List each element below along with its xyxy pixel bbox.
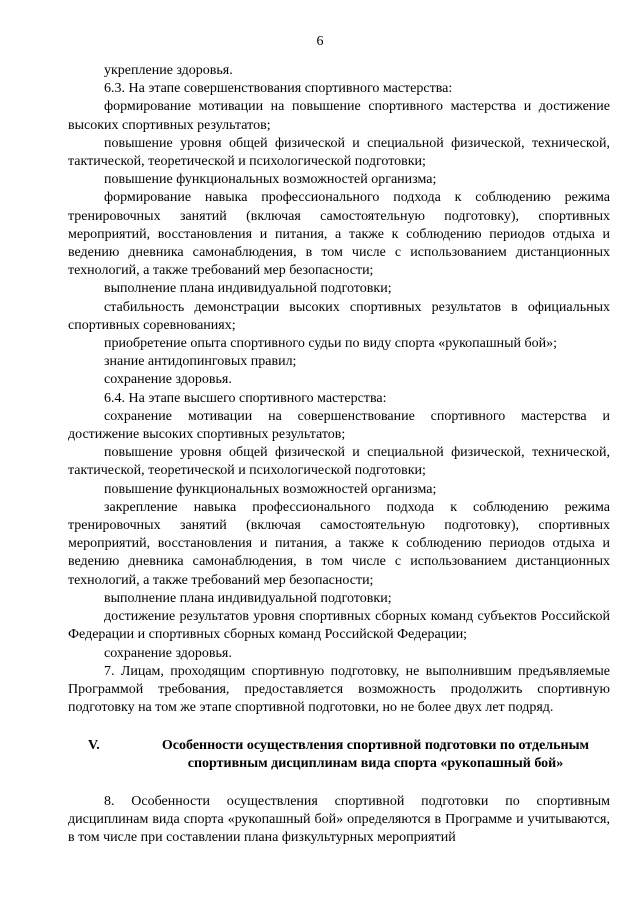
paragraph: сохранение мотивации на совершенствование спортивного мастерства и достижение высоких спортивных результатов; (68, 408, 610, 443)
paragraph: достижение результатов уровня спортивных сборных команд субъектов Российской Федерации и спортивных сборных команд Российской Федерации; (68, 609, 610, 643)
paragraph: 8. Особенности осуществления спортивной подготовки по спортивным дисциплинам вида спорта «рукопашный бой» определяются в Программе и учитываются, в том числе при составлении плана физкультурных мероприятий (68, 793, 610, 845)
paragraph: повышение функциональных возможностей организма; (104, 481, 437, 497)
subsection-heading: 6.3. На этапе совершенствования спортивного мастерства: (104, 81, 453, 97)
paragraph: выполнение плана индивидуальной подготовки; (104, 281, 392, 297)
paragraph: повышение уровня общей физической и специальной физической, технической, тактической, теоретической и психологической подготовки; (68, 445, 610, 479)
paragraph: стабильность демонстрации высоких спортивных результатов в официальных спортивных соревнованиях; (68, 299, 610, 333)
paragraph: приобретение опыта спортивного судьи по виду спорта «рукопашный бой»; (104, 336, 558, 352)
paragraph: закрепление навыка профессионального подхода к соблюдению режима тренировочных занятий (включая самостоятельную подготовку), спортивных мероприятий, восстановления и питания, а также к соблюдению периодов отдыха и ведению дневника самонаблюдения, в том числе с использованием дистанционных технологий, а также требований мер безопасности; (68, 499, 610, 588)
document-body (68, 62, 610, 847)
paragraph: 7. Лицам, проходящим спортивную подготовку, не выполнившим предъявляемые Программой требования, предоставляется возможность продолжить спортивную подготовку на том же этапе спортивной подготовки, но не более двух лет подряд. (68, 663, 610, 716)
section-title: Особенности осуществления спортивной подготовки по отдельным спортивным дисциплинам вида спорта «рукопашный бой» (161, 738, 590, 771)
paragraph: повышение уровня общей физической и специальной физической, технической, тактической, теоретической и психологической подготовки; (68, 135, 610, 170)
subsection-heading: 6.4. На этапе высшего спортивного мастерства: (104, 390, 387, 406)
paragraph: формирование мотивации на повышение спортивного мастерства и достижение высоких спортивных результатов; (68, 99, 610, 133)
paragraph: сохранение здоровья. (104, 372, 232, 388)
section-heading (68, 737, 610, 772)
paragraph: повышение функциональных возможностей организма; (104, 172, 437, 188)
paragraph: формирование навыка профессионального подхода к соблюдению режима тренировочных занятий (включая самостоятельную подготовку), спортивных мероприятий, восстановления и питания, а также к соблюдению периодов отдыха и ведению дневника самонаблюдения, в том числе с использованием дистанционных технологий, а также требований мер безопасности; (68, 190, 610, 279)
paragraph: укрепление здоровья. (104, 63, 233, 78)
paragraph: выполнение плана индивидуальной подготовки; (104, 590, 392, 606)
paragraph: сохранение здоровья. (104, 645, 232, 661)
section-number: V. (88, 738, 100, 754)
page-number: 6 (316, 34, 324, 49)
paragraph: знание антидопинговых правил; (104, 354, 297, 370)
